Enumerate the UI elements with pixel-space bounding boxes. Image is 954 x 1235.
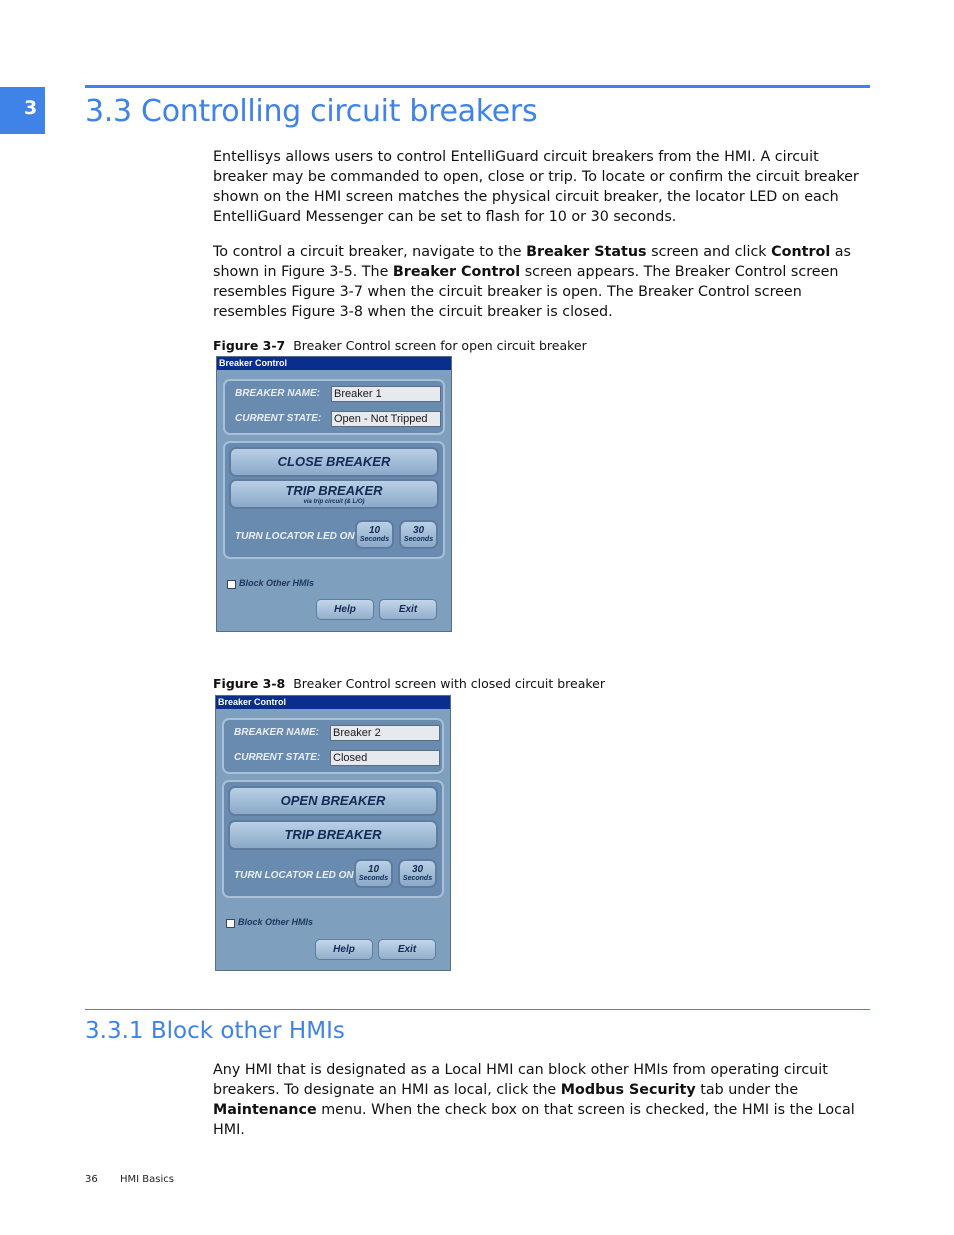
locator-led-label: TURN LOCATOR LED ON	[235, 531, 355, 542]
block-other-hmis-label: Block Other HMIs	[239, 578, 315, 588]
locator-10-seconds-button[interactable]: 10 Seconds	[355, 520, 394, 549]
locator-led-label: TURN LOCATOR LED ON	[234, 870, 354, 881]
subsection-rule	[85, 1009, 870, 1010]
current-state-field: Closed	[330, 750, 440, 766]
breaker-actions-panel	[222, 780, 444, 898]
breaker-info-panel	[222, 718, 444, 774]
trip-breaker-button[interactable]: TRIP BREAKER via trip circuit (& L/O)	[229, 479, 439, 509]
block-hmis-paragraph: Any HMI that is designated as a Local HMI can block other HMIs from operating circuit breakers. To designate an HMI as local, click the Modbus Security tab under the Maintenance menu. When the check box on that screen is checked, the HMI is the Local HMI.	[213, 1062, 855, 1138]
breaker-control-window-open	[216, 356, 452, 632]
exit-button[interactable]: Exit	[378, 939, 436, 960]
section-title: 3.3 Controlling circuit breakers	[85, 94, 538, 129]
figure-caption-3-7: Figure 3-7 Breaker Control screen for open circuit breaker	[213, 338, 587, 353]
help-button[interactable]: Help	[315, 939, 373, 960]
locator-30-seconds-button[interactable]: 30 Seconds	[399, 520, 438, 549]
chapter-tab: 3	[0, 87, 45, 134]
help-button[interactable]: Help	[316, 599, 374, 620]
breaker-name-label: BREAKER NAME:	[235, 388, 320, 399]
section-rule	[85, 85, 870, 88]
block-other-hmis-label: Block Other HMIs	[238, 917, 314, 927]
footer-section: HMI Basics	[120, 1174, 174, 1185]
locator-30-seconds-button[interactable]: 30 Seconds	[398, 859, 437, 888]
page-number: 36	[85, 1174, 98, 1185]
breaker-actions-panel	[223, 441, 445, 559]
current-state-label: CURRENT STATE:	[235, 413, 322, 424]
window-titlebar: Breaker Control	[216, 696, 450, 709]
intro-paragraph: Entellisys allows users to control EntelliGuard circuit breakers from the HMI. A circuit breaker may be commanded to open, close or trip. To locate or confirm the circuit breaker shown on the HMI screen matches the physical circuit breaker, the locator LED on each EntelliGuard Messenger can be set to flash for 10 or 30 seconds.	[213, 149, 859, 225]
subsection-title: 3.3.1 Block other HMIs	[85, 1018, 345, 1044]
navigation-paragraph: To control a circuit breaker, navigate to the Breaker Status screen and click Control as shown in Figure 3-5. The Breaker Control screen appears. The Breaker Control screen resembles Figure 3-7 when the circuit breaker is open. The Breaker Control screen resembles Figure 3-8 when the circuit breaker is closed.	[213, 244, 851, 320]
figure-caption-3-8: Figure 3-8 Breaker Control screen with closed circuit breaker	[213, 676, 605, 691]
breaker-name-field: Breaker 2	[330, 725, 440, 741]
block-other-hmis-checkbox[interactable]	[227, 580, 236, 589]
window-titlebar: Breaker Control	[217, 357, 451, 370]
breaker-info-panel	[223, 379, 445, 435]
current-state-field: Open - Not Tripped	[331, 411, 441, 427]
exit-button[interactable]: Exit	[379, 599, 437, 620]
block-other-hmis-checkbox[interactable]	[226, 919, 235, 928]
breaker-name-field: Breaker 1	[331, 386, 441, 402]
trip-breaker-button[interactable]: TRIP BREAKER	[228, 820, 438, 850]
open-breaker-button[interactable]: OPEN BREAKER	[228, 786, 438, 816]
close-breaker-button[interactable]: CLOSE BREAKER	[229, 447, 439, 477]
locator-10-seconds-button[interactable]: 10 Seconds	[354, 859, 393, 888]
current-state-label: CURRENT STATE:	[234, 752, 321, 763]
breaker-control-window-closed	[215, 695, 451, 971]
breaker-name-label: BREAKER NAME:	[234, 727, 319, 738]
